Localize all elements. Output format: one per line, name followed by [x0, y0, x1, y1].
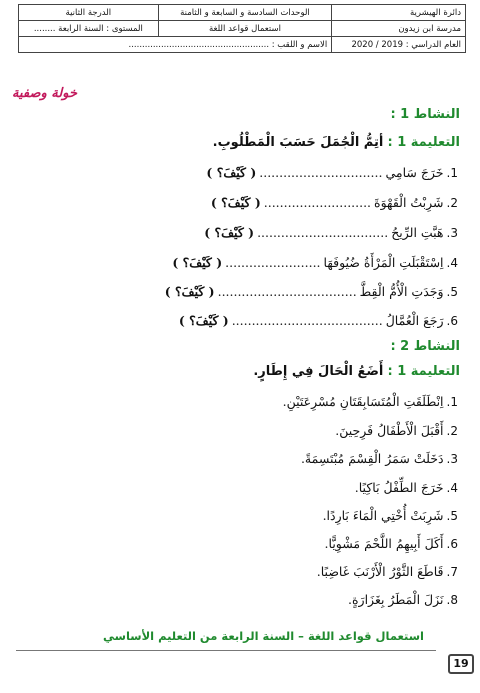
activity1-instruction [213, 135, 460, 150]
exercise-item [348, 592, 458, 607]
units-cell: الوحدات السادسة و السابعة و الثامنة [158, 5, 332, 21]
item-number: 6. [446, 537, 458, 551]
item-text: هَبَّتِ الرِّيحُ [391, 225, 444, 240]
item-hint: ( كَيْفَ؟ ) [164, 284, 215, 299]
exercise-item [301, 451, 458, 466]
item-text: وَجَدَتِ الْأُمُّ الْقِطَّ [359, 284, 444, 299]
grade-cell: الدرجة الثانية [19, 5, 159, 21]
item-text: نَزَلَ الْمَطَرُ بِغَزَارَةٍ. [348, 592, 444, 607]
name-field-cell: الاسم و اللقب : .................................................... [19, 37, 332, 53]
author-signature: خولة وصفية [12, 86, 77, 101]
exercise-item [323, 508, 458, 523]
exercise-item [283, 394, 458, 409]
instruction-text: أتِمُّ الْجُمَلَ حَسَبَ الْمَطْلُوبِ. [212, 135, 384, 150]
item-text: أَكَلَ أَبِيهِمُ اللَّحْمَ مَشْوِيًّا. [324, 536, 444, 551]
instruction-text: أَضَعُ الْحَالَ فِي إِطَارٍ. [253, 364, 384, 379]
instruction-label: التعليمة 1 : [387, 135, 460, 150]
item-number: 1. [446, 395, 458, 409]
level-cell: المستوى : السنة الرابعة ........ [19, 21, 159, 37]
item-text: اِنْطَلَقَتِ الْمُتَسَابِقَتَانِ مُسْرِعَتَيْنِ. [282, 394, 444, 409]
exercise-item [335, 423, 458, 438]
item-number: 4. [446, 481, 458, 495]
item-number: 8. [446, 593, 458, 607]
item-text: قَاطَعَ الثَّوْرُ الْأَرْنَبَ غَاضِبًا. [316, 564, 444, 579]
activity2-instruction [253, 364, 460, 379]
item-text: خَرَجَ الطِّفْلُ بَاكِيًا. [354, 480, 444, 495]
item-number: 2. [446, 196, 458, 210]
school-year-cell: العام الدراسي : 2019 / 2020 [332, 37, 466, 53]
item-text: رَجَعَ الْعُمَّالُ [385, 313, 444, 328]
activity1-title: النشاط 1 : [390, 107, 460, 122]
exercise-item [317, 564, 458, 579]
item-hint: ( كَيْفَ؟ ) [178, 313, 229, 328]
answer-blank: ........................... [263, 195, 372, 210]
exercise-item [179, 313, 458, 328]
item-number: 5. [446, 509, 458, 523]
exercise-item [165, 284, 458, 299]
item-text: اِسْتَقْبَلَتِ الْمَرْأَةُ ضُيُوفَهَا [323, 255, 444, 270]
item-hint: ( كَيْفَ؟ ) [210, 195, 261, 210]
district-cell: دائرة الهيشرية [332, 5, 466, 21]
header-row [19, 5, 466, 21]
item-number: 6. [446, 314, 458, 328]
item-text: خَرَجَ سَامِي [385, 165, 444, 180]
exercise-item [172, 255, 458, 270]
header-row [19, 21, 466, 37]
item-number: 7. [446, 565, 458, 579]
item-text: دَخَلَتْ سَمَرُ الْقِسْمَ مُبْتَسِمَةً. [300, 451, 444, 466]
exercise-item [204, 225, 458, 240]
answer-blank: ...................................... [231, 313, 383, 328]
exercise-item [211, 195, 458, 210]
answer-blank: ................................... [217, 284, 357, 299]
item-number: 1. [446, 166, 458, 180]
item-hint: ( كَيْفَ؟ ) [172, 255, 223, 270]
item-hint: ( كَيْفَ؟ ) [206, 165, 257, 180]
item-number: 3. [446, 452, 458, 466]
subject-cell: استعمال قواعد اللغة [158, 21, 332, 37]
activity2-title: النشاط 2 : [390, 339, 460, 354]
instruction-label: التعليمة 1 : [387, 364, 460, 379]
item-hint: ( كَيْفَ؟ ) [204, 225, 255, 240]
footer-divider [16, 650, 436, 651]
item-text: شَرِبَتْ أُخْتِي الْمَاءَ بَارِدًا. [322, 508, 444, 523]
header-table [18, 4, 466, 53]
item-text: أَقْبَلَ الْأَطْفَالُ فَرِحِينَ. [335, 423, 444, 438]
answer-blank: ................................. [257, 225, 389, 240]
page-number: 19 [448, 654, 474, 674]
exercise-item [206, 165, 458, 180]
item-text: شَرِبْتُ الْقَهْوَةَ [374, 195, 444, 210]
answer-blank: ............................... [259, 165, 383, 180]
item-number: 3. [446, 226, 458, 240]
exercise-item [355, 480, 458, 495]
item-number: 5. [446, 285, 458, 299]
school-cell: مدرسة ابن زيدون [332, 21, 466, 37]
footer-caption: استعمال قواعد اللغة – السنة الرابعة من التعليم الأساسي [103, 629, 424, 643]
answer-blank: ........................ [225, 255, 321, 270]
exercise-item [325, 536, 458, 551]
item-number: 4. [446, 256, 458, 270]
item-number: 2. [446, 424, 458, 438]
header-row [19, 37, 466, 53]
